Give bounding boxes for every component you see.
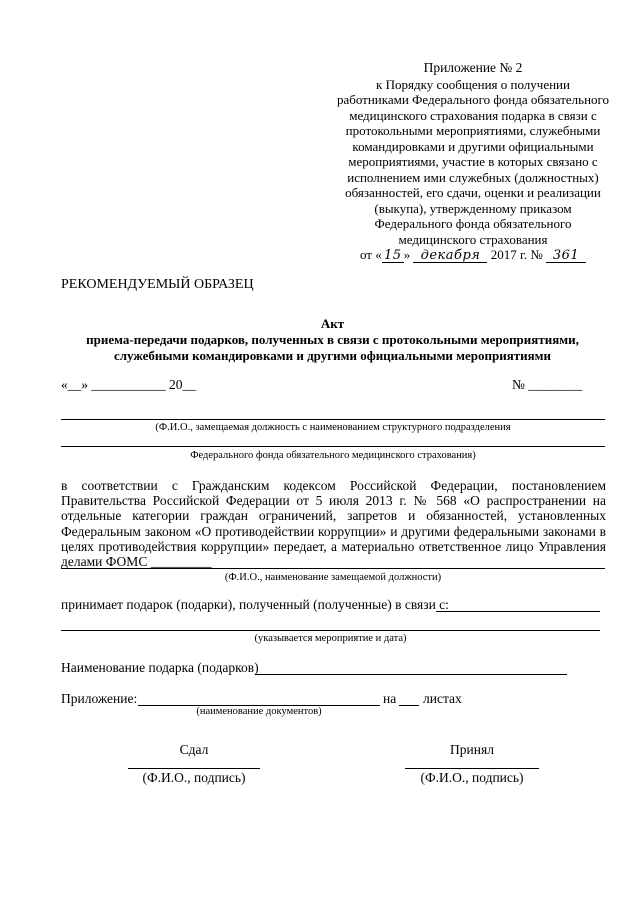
appendix-line: Федерального фонда обязательного	[374, 216, 572, 231]
appendix-line: командировками и другими официальными	[352, 138, 594, 154]
appendix-line: (выкупа), утвержденному приказом	[374, 200, 572, 216]
recommended-sample-label: РЕКОМЕНДУЕМЫЙ ОБРАЗЕЦ	[61, 277, 254, 292]
received-label: Принял	[450, 742, 494, 757]
handed-over-caption: (Ф.И.О., подпись)	[142, 770, 246, 785]
appendix-line: медицинского страхования	[398, 231, 548, 247]
documents-caption: (наименование документов)	[196, 706, 322, 717]
event-input-line[interactable]	[436, 611, 600, 612]
date-mid: »	[403, 247, 411, 262]
date-year: 2017 г. №	[490, 247, 543, 262]
handwritten-month: декабря	[413, 249, 487, 263]
handwritten-day: 15	[382, 249, 404, 263]
event-date-caption: (указывается мероприятие и дата)	[254, 633, 407, 644]
gift-name-input-line[interactable]	[255, 674, 567, 675]
act-title-block	[60, 316, 605, 364]
appendix-line: медицинского страхования подарка в связи с	[349, 107, 597, 123]
appendix-line: протокольными мероприятиями, служебными	[345, 123, 601, 138]
appendix-line: к Порядку сообщения о получении	[376, 76, 570, 92]
appendix-line: исполнением ими служебных (должностных)	[347, 169, 599, 185]
attachment-label: Приложение:	[61, 691, 138, 706]
body-paragraph: в соответствии с Гражданским кодексом Российской Федерации, постановлением Правительства Российской Федерации от 5 июля 2013 г. № 568 «О распространении на отдельные категории граждан ограничений, запретов и обязанностей, установленных Федеральным законом «О противодействии коррупции» и другими федеральными законами в целях противодействия коррупции» передает, а материально ответственное лицо Управления делами ФОМС _________	[61, 478, 606, 570]
date-prefix: от «	[359, 247, 382, 262]
fund-name-caption: Федерального фонда обязательного медицинского страхования)	[190, 450, 476, 461]
handed-over-label: Сдал	[179, 742, 209, 757]
act-subtitle-line: служебными командировками и другими официальными мероприятиями	[113, 348, 552, 363]
received-signature-line[interactable]	[405, 768, 539, 769]
appendix-line: работниками Федерального фонда обязательного	[336, 92, 610, 107]
accepts-gift-label: принимает подарок (подарки), полученный (полученные) в связи с:	[61, 597, 449, 612]
gift-name-label: Наименование подарка (подарков)	[61, 660, 259, 675]
act-number-field[interactable]: № ________	[512, 377, 583, 392]
appendix-block	[318, 60, 628, 263]
handwritten-number: 361	[546, 249, 586, 263]
sheets-label: листах	[423, 691, 462, 706]
appendix-title: Приложение № 2	[423, 60, 523, 75]
fund-input-line[interactable]	[61, 446, 605, 447]
appendix-line: обязанностей, его сдачи, оценки и реализации	[345, 185, 601, 200]
on-label: на	[383, 691, 397, 706]
fio-position-caption: (Ф.И.О., замещаемая должность с наименованием структурного подразделения	[155, 422, 511, 433]
sheet-count-input-line[interactable]	[399, 705, 419, 706]
act-subtitle-line: приема-передачи подарков, полученных в связи с протокольными мероприятиями,	[86, 332, 579, 347]
received-caption: (Ф.И.О., подпись)	[420, 770, 524, 785]
act-date-field[interactable]: «__» ___________ 20__	[61, 377, 196, 392]
recipient-input-line[interactable]	[61, 568, 605, 569]
recipient-caption: (Ф.И.О., наименование замещаемой должности)	[224, 572, 442, 583]
fio-position-input-line[interactable]	[61, 419, 605, 420]
appendix-line: мероприятиями, участие в которых связано с	[348, 154, 598, 169]
act-heading: Акт	[320, 316, 345, 331]
order-date-line	[318, 247, 628, 263]
handed-over-signature-line[interactable]	[128, 768, 260, 769]
event-input-line-2[interactable]	[61, 630, 600, 631]
